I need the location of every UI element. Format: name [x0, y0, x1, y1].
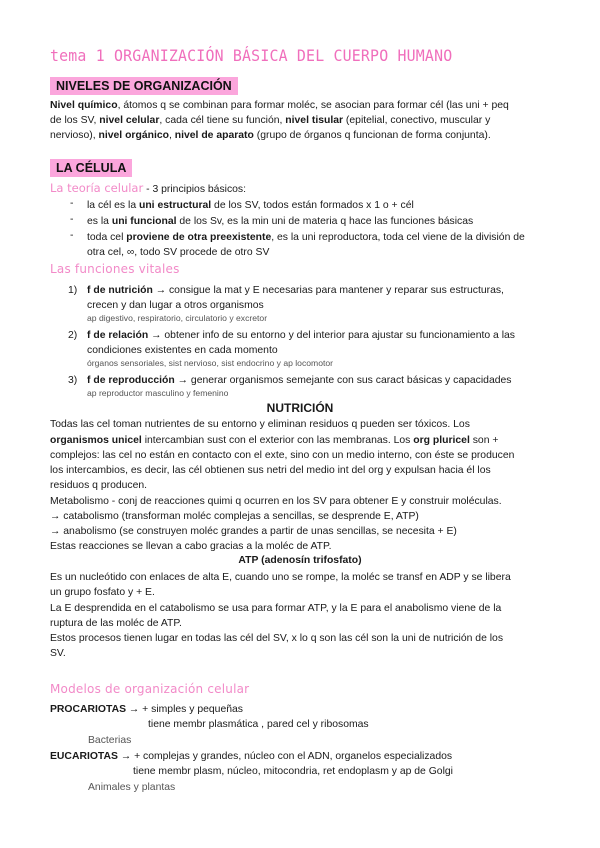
- principio-1: la cél es la uni estructural de los SV, todos están formados x 1 o + cél: [87, 200, 414, 211]
- procariotas-line: PROCARIOTAS → + simples y pequeñas: [50, 704, 243, 715]
- niveles-heading: NIVELES DE ORGANIZACIÓN: [50, 77, 238, 95]
- funciones-title: Las funciones vitales: [50, 262, 180, 276]
- nutricion-line: residuos q producen.: [50, 480, 148, 491]
- procariotas-line-2: tiene membr plasmática , pared cel y ribosomas: [148, 719, 369, 730]
- metab-line: Estas reacciones se llevan a cabo gracias a la moléc de ATP.: [50, 541, 332, 552]
- niveles-line-1: Nivel químico, átomos q se combinan para formar moléc, se asocian para formar cél (las uni + peq: [50, 100, 509, 111]
- atp-line: Es un nucleótido con enlaces de alta E, cuando uno se rompe, la moléc se transf en ADP y se libera: [50, 572, 511, 583]
- celula-heading: LA CÉLULA: [50, 159, 132, 177]
- niveles-line-3: nervioso), nivel orgánico, nivel de aparato (grupo de órganos q funcionan de forma conjunta).: [50, 130, 491, 141]
- page-title: tema 1 ORGANIZACIÓN BÁSICA DEL CUERPO HUMANO: [50, 46, 453, 65]
- nutricion-line: complejos: las cel no están en contacto con el exte, sino con un medio interno, con éste se producen: [50, 450, 515, 461]
- eucariotas-line-2: tiene membr plasm, núcleo, mitocondria, ret endoplasm y ap de Golgi: [133, 766, 453, 777]
- metab-line: → anabolismo (se construyen moléc grandes a partir de unas sencillas, se necesita + E): [50, 526, 457, 537]
- eucariotas-example: Animales y plantas: [88, 782, 176, 793]
- atp-heading: ATP (adenosín trifosfato): [238, 555, 362, 566]
- funcion-3-note: ap reproductor masculino y femenino: [87, 388, 229, 398]
- funcion-3: f de reproducción → generar organismos semejante con sus caract básicas y capacidades: [87, 375, 512, 386]
- bullet-dash: -: [70, 214, 74, 225]
- metab-line: Metabolismo - conj de reacciones quimi q ocurren en los SV para obtener E y construir moléculas.: [50, 496, 502, 507]
- modelos-title: Modelos de organización celular: [50, 682, 250, 696]
- atp-line: un grupo fosfato y + E.: [50, 587, 155, 598]
- funcion-num: 1): [68, 285, 78, 296]
- metab-line: → catabolismo (transforman moléc complejas a sencillas, se desprende E, ATP): [50, 511, 419, 522]
- funcion-1: f de nutrición → consigue la mat y E necesarias para mantener y reparar sus estructuras,: [87, 285, 504, 296]
- principio-2: es la uni funcional de los Sv, es la min uni de materia q hace las funciones básicas: [87, 216, 474, 227]
- procariotas-example: Bacterias: [88, 735, 132, 746]
- funcion-1-note: ap digestivo, respiratorio, circulatorio y excretor: [87, 313, 268, 323]
- atp-line: La E desprendida en el catabolismo se usa para formar ATP, y la E para el anabolismo viene de la: [50, 603, 502, 614]
- atp-line: SV.: [50, 648, 66, 659]
- teoria-title: La teoría celular: [50, 181, 144, 195]
- funcion-2-note: órganos sensoriales, sist nervioso, sist endocrino y ap locomotor: [87, 358, 333, 368]
- principio-3-cont: otra cel, ∞, todo SV procede de otro SV: [87, 247, 270, 258]
- eucariotas-line: EUCARIOTAS → + complejas y grandes, núcleo con el ADN, organelos especializados: [50, 751, 453, 762]
- funcion-num: 2): [68, 330, 78, 341]
- bullet-dash: -: [70, 198, 74, 209]
- funcion-1-cont: crecen y dan lugar a otros organismos: [87, 300, 264, 311]
- nutricion-heading: NUTRICIÓN: [266, 401, 334, 415]
- nutricion-line: Todas las cel toman nutrientes de su entorno y eliminan residuos q pueden ser tóxicos. Los: [50, 419, 470, 430]
- nutricion-line: los intercambios, es decir, las cél obtienen sus netri del medio int del org y expulsan hacia él los: [50, 465, 491, 476]
- bullet-dash: -: [70, 230, 74, 241]
- funcion-2-cont: condiciones existentes en cada momento: [87, 345, 278, 356]
- principio-3: toda cel proviene de otra preexistente, es la uni reproductora, toda cel viene de la división de: [87, 232, 525, 243]
- atp-line: ruptura de las moléc de ATP.: [50, 618, 182, 629]
- teoria-line: La teoría celular - 3 principios básicos:: [50, 181, 247, 195]
- niveles-line-2: de los SV, nivel celular, cada cél tiene su función, nivel tisular (epitelial, conectivo, muscular y: [50, 115, 491, 126]
- atp-line: Estos procesos tienen lugar en todas las cél del SV, x lo q son las cél son la uni de nutrición de los: [50, 633, 504, 644]
- funcion-num: 3): [68, 375, 78, 386]
- funcion-2: f de relación → obtener info de su entorno y del interior para ajustar su funcionamiento a las: [87, 330, 515, 341]
- nutricion-line: organismos unicel intercambian sust con el exterior con las membranas. Los org pluricel son +: [50, 435, 499, 446]
